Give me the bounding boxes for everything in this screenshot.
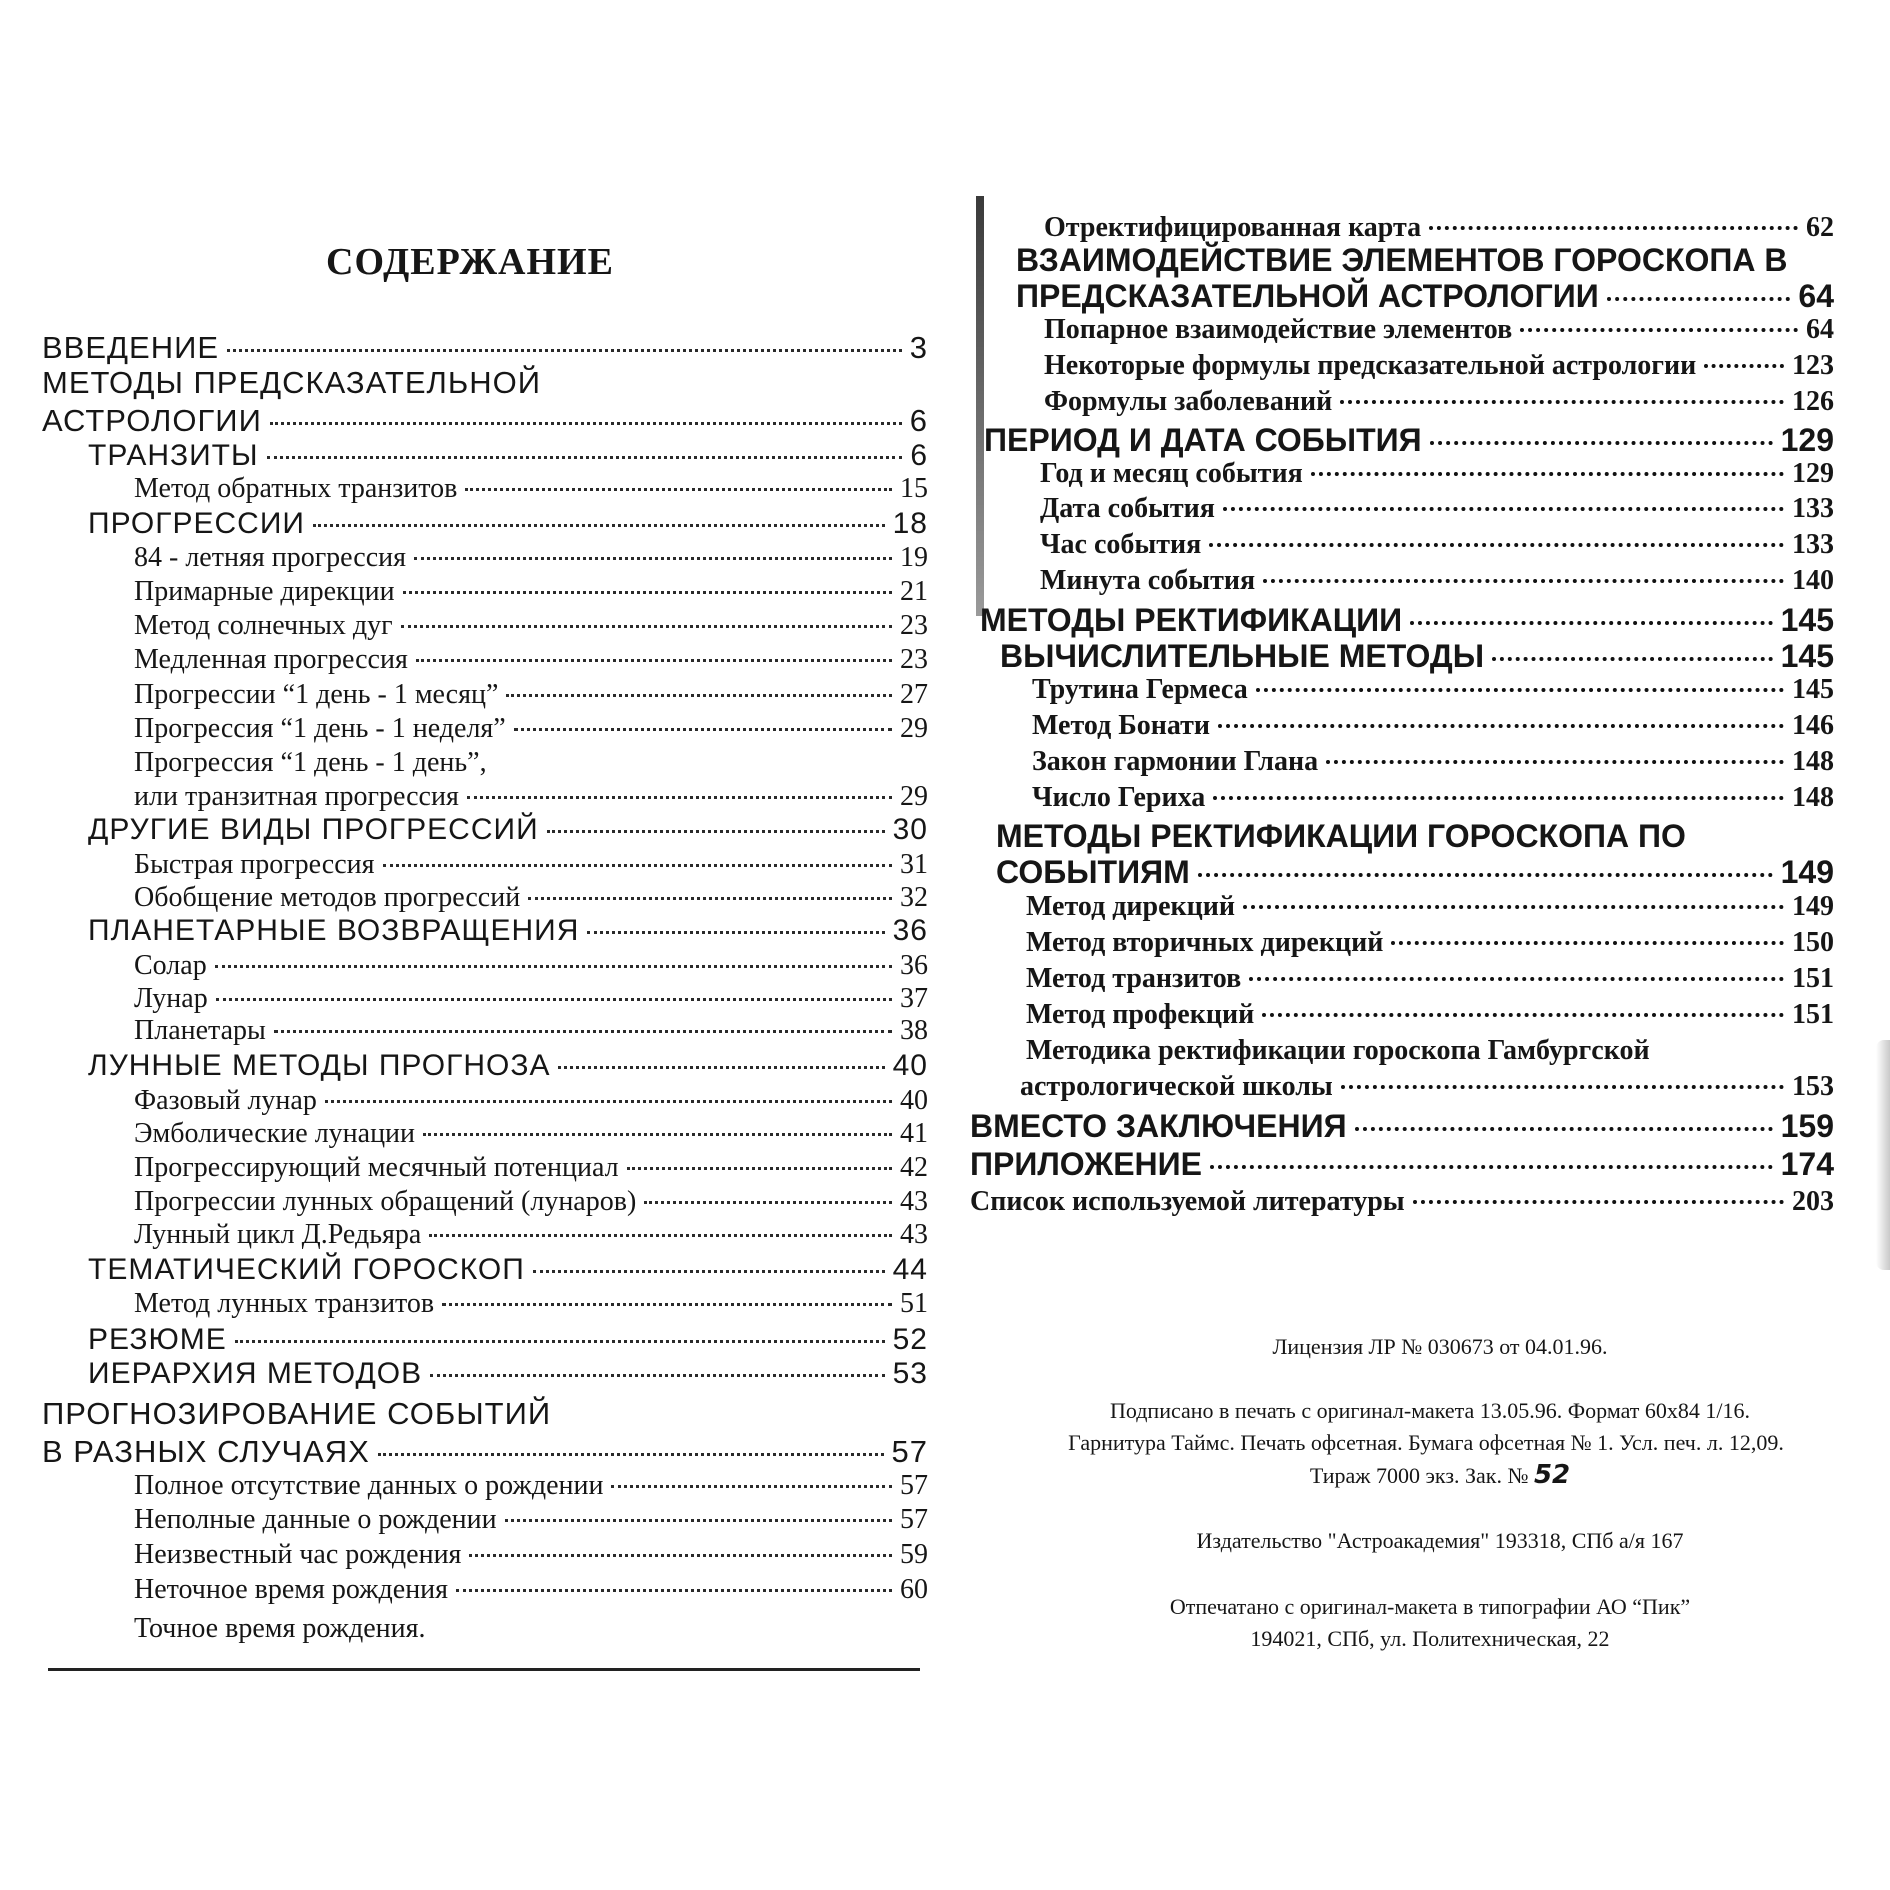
toc-leader-dots	[1223, 507, 1784, 511]
toc-leader-dots	[1704, 364, 1784, 368]
toc-entry-title: ПЛАНЕТАРНЫЕ ВОЗВРАЩЕНИЯ	[88, 914, 580, 947]
toc-leader-dots	[442, 1303, 892, 1306]
left-toc-entry	[42, 332, 928, 363]
toc-entry-title: Прогрессия “1 день - 1 день”,	[134, 747, 487, 778]
toc-entry-title: ПЕРИОД И ДАТА СОБЫТИЯ	[984, 422, 1422, 458]
toc-leader-dots	[1492, 657, 1773, 661]
toc-page-number: 174	[1780, 1146, 1834, 1182]
toc-page-number: 51	[900, 1288, 928, 1319]
right-toc-entry	[1020, 1073, 1834, 1101]
toc-leader-dots	[378, 1453, 884, 1456]
toc-page-number: 23	[900, 610, 928, 641]
left-toc-entry	[134, 1290, 928, 1318]
toc-page-number: 133	[1792, 529, 1834, 560]
toc-entry-title: Трутина Гермеса	[1032, 674, 1248, 705]
left-toc-entry	[134, 1120, 928, 1148]
toc-page-number: 30	[892, 813, 928, 846]
toc-leader-dots	[465, 488, 892, 491]
left-toc-entry	[134, 612, 928, 640]
toc-entry-title: Метод солнечных дуг	[134, 610, 393, 641]
right-toc-entry	[970, 1110, 1834, 1142]
left-toc-entry	[88, 1359, 928, 1389]
toc-leader-dots	[547, 830, 885, 833]
left-toc-entry	[88, 509, 928, 539]
toc-entry-title: В РАЗНЫХ СЛУЧАЯХ	[42, 1434, 370, 1469]
toc-leader-dots	[227, 349, 902, 352]
right-toc-entry	[1040, 460, 1834, 488]
toc-entry-title: ПРЕДСКАЗАТЕЛЬНОЙ АСТРОЛОГИИ	[1016, 278, 1599, 314]
toc-entry-title: Точное время рождения.	[134, 1613, 426, 1644]
imprint-run-text: Тираж 7000 экз. Зак. №	[1309, 1463, 1529, 1488]
toc-entry-title: МЕТОДЫ РЕКТИФИКАЦИИ	[980, 602, 1403, 638]
toc-leader-dots	[528, 897, 892, 900]
toc-page-number: 145	[1780, 602, 1834, 638]
toc-entry-title: МЕТОДЫ РЕКТИФИКАЦИИ ГОРОСКОПА ПО	[996, 818, 1686, 854]
toc-page-number: 52	[892, 1323, 928, 1356]
toc-page-number: 41	[900, 1118, 928, 1149]
order-number: 52	[1533, 1460, 1571, 1490]
toc-page-number: 36	[900, 950, 928, 981]
toc-page-number: 64	[1806, 314, 1834, 345]
left-toc-entry	[134, 715, 928, 743]
toc-page-number: 32	[900, 882, 928, 913]
toc-page-number: 57	[891, 1434, 928, 1469]
imprint-run	[1140, 1460, 1740, 1490]
toc-leader-dots	[1243, 905, 1784, 909]
toc-page-number: 151	[1792, 963, 1834, 994]
right-toc-entry	[1044, 388, 1834, 416]
toc-leader-dots	[1249, 977, 1784, 981]
left-toc-entry	[134, 1541, 928, 1569]
toc-entry-title: Обобщение методов прогрессий	[134, 882, 521, 913]
left-toc-entry	[88, 916, 928, 946]
toc-page-number: 149	[1792, 891, 1834, 922]
toc-leader-dots	[270, 422, 902, 425]
right-toc-entry	[1032, 712, 1834, 740]
toc-entry-title: Прогрессии “1 день - 1 месяц”	[134, 679, 499, 710]
left-toc-entry	[134, 475, 928, 503]
toc-leader-dots	[274, 1030, 892, 1033]
toc-entry-title: ВЗАИМОДЕЙСТВИЕ ЭЛЕМЕНТОВ ГОРОСКОПА В	[1016, 242, 1788, 278]
toc-entry-title: Число Гериха	[1032, 782, 1206, 813]
right-toc-entry	[1044, 214, 1834, 242]
toc-entry-title: или транзитная прогрессия	[134, 781, 459, 812]
left-toc-entry	[134, 1087, 928, 1115]
edge-smudge	[1876, 1040, 1890, 1270]
toc-leader-dots	[1209, 543, 1784, 547]
right-toc-entry	[1040, 531, 1834, 559]
toc-leader-dots	[325, 1100, 892, 1103]
toc-entry-title: Отректифицированная карта	[1044, 212, 1422, 243]
toc-page-number: 3	[909, 330, 928, 365]
bottom-rule	[48, 1668, 920, 1671]
toc-entry-title: Методика ректификации гороскопа Гамбургской	[1026, 1035, 1650, 1066]
toc-entry-title: 84 - летняя прогрессия	[134, 542, 407, 573]
toc-entry-title: ВВЕДЕНИЕ	[42, 330, 220, 365]
toc-page-number: 6	[909, 403, 928, 438]
imprint-printed: Отпечатано с оригинал-макета в типографии АО “Пик”	[1169, 1594, 1691, 1619]
left-toc-entry	[88, 815, 928, 845]
right-toc-entry	[1044, 316, 1834, 344]
toc-page-number: 43	[900, 1186, 928, 1217]
right-page	[940, 0, 1890, 1890]
toc-leader-dots	[467, 796, 892, 799]
toc-page-number: 146	[1792, 710, 1834, 741]
toc-heading: СОДЕРЖАНИЕ	[326, 241, 614, 283]
toc-entry-title: ЛУННЫЕ МЕТОДЫ ПРОГНОЗА	[88, 1049, 551, 1082]
toc-leader-dots	[429, 1234, 892, 1237]
toc-page-number: 60	[900, 1574, 928, 1605]
toc-entry-title: Планетары	[134, 1015, 266, 1046]
toc-entry-title: Неполные данные о рождении	[134, 1504, 497, 1535]
toc-entry-title: Формулы заболеваний	[1044, 386, 1333, 417]
toc-leader-dots	[533, 1270, 885, 1273]
toc-entry-title: ПРИЛОЖЕНИЕ	[970, 1146, 1202, 1182]
toc-entry-title: АСТРОЛОГИИ	[42, 403, 262, 438]
toc-entry-title: Закон гармонии Глана	[1032, 746, 1319, 777]
toc-entry-title: ТРАНЗИТЫ	[88, 439, 259, 472]
toc-page-number: 133	[1792, 493, 1834, 524]
toc-leader-dots	[1262, 1013, 1784, 1017]
toc-entry-title: Примарные дирекции	[134, 576, 395, 607]
toc-page-number: 59	[900, 1539, 928, 1570]
toc-entry-title: Лунар	[134, 983, 208, 1014]
toc-page-number: 31	[900, 849, 928, 880]
imprint-publisher: Издательство "Астроакадемия" 193318, СПб а/я 167	[1196, 1528, 1684, 1553]
toc-page-number: 40	[892, 1049, 928, 1082]
right-toc-entry	[1032, 676, 1834, 704]
left-toc-entry	[42, 367, 541, 398]
toc-page-number: 42	[900, 1152, 928, 1183]
toc-leader-dots	[1520, 328, 1798, 332]
right-toc-entry	[970, 1148, 1834, 1180]
left-toc-entry	[88, 1051, 928, 1081]
toc-leader-dots	[514, 728, 892, 731]
right-toc-entry	[984, 424, 1834, 456]
right-toc-entry	[1026, 893, 1834, 921]
toc-entry-title: ВЫЧИСЛИТЕЛЬНЫЕ МЕТОДЫ	[1000, 638, 1485, 674]
toc-entry-title: Прогрессия “1 день - 1 неделя”	[134, 713, 506, 744]
left-toc-entry	[42, 405, 928, 436]
toc-leader-dots	[456, 1589, 892, 1592]
toc-entry-title: МЕТОДЫ ПРЕДСКАЗАТЕЛЬНОЙ	[42, 365, 541, 400]
left-toc-entry	[42, 1398, 551, 1429]
toc-entry-title: РЕЗЮМЕ	[88, 1323, 227, 1356]
toc-page-number: 57	[900, 1470, 928, 1501]
toc-page-number: 38	[900, 1015, 928, 1046]
toc-leader-dots	[1355, 1127, 1773, 1131]
toc-page-number: 18	[892, 507, 928, 540]
toc-page-number: 126	[1792, 386, 1834, 417]
imprint-license: Лицензия ЛР № 030673 от 04.01.96.	[1272, 1334, 1608, 1359]
toc-leader-dots	[627, 1167, 892, 1170]
toc-leader-dots	[558, 1066, 884, 1069]
toc-entry-title: Метод транзитов	[1026, 963, 1242, 994]
toc-entry-title: Лунный цикл Д.Редьяра	[134, 1219, 422, 1250]
toc-page-number: 19	[900, 542, 928, 573]
toc-leader-dots	[587, 931, 884, 934]
toc-entry-title: СОБЫТИЯМ	[996, 854, 1190, 890]
toc-page-number: 29	[900, 781, 928, 812]
toc-page-number: 29	[900, 713, 928, 744]
toc-page-number: 148	[1792, 746, 1834, 777]
left-toc-entry	[134, 646, 928, 674]
left-toc-entry	[134, 1154, 928, 1182]
toc-page-number: 62	[1806, 212, 1834, 243]
toc-page-number: 203	[1792, 1186, 1834, 1217]
left-toc-entry	[134, 578, 928, 606]
toc-leader-dots	[1198, 873, 1773, 877]
toc-page-number: 140	[1792, 565, 1834, 596]
toc-leader-dots	[1213, 796, 1784, 800]
left-toc-entry	[134, 1576, 928, 1604]
toc-page-number: 145	[1780, 638, 1834, 674]
toc-leader-dots	[267, 456, 903, 459]
left-toc-entry	[134, 681, 928, 709]
toc-entry-title: Метод вторичных дирекций	[1026, 927, 1384, 958]
toc-page-number: 23	[900, 644, 928, 675]
toc-leader-dots	[216, 998, 892, 1001]
toc-page-number: 159	[1780, 1108, 1834, 1144]
toc-leader-dots	[1413, 1200, 1784, 1204]
toc-entry-title: Неточное время рождения	[134, 1574, 449, 1605]
left-toc-entry	[134, 749, 487, 777]
toc-entry-title: ВМЕСТО ЗАКЛЮЧЕНИЯ	[970, 1108, 1347, 1144]
toc-page-number: 149	[1780, 854, 1834, 890]
toc-entry-title: Некоторые формулы предсказательной астрологии	[1044, 350, 1697, 381]
toc-entry-title: Фазовый лунар	[134, 1085, 317, 1116]
left-toc-entry	[134, 1615, 426, 1643]
left-toc-entry	[134, 952, 928, 980]
left-toc-entry	[42, 1436, 928, 1467]
toc-entry-title: ПРОГНОЗИРОВАНИЕ СОБЫТИЙ	[42, 1396, 552, 1431]
toc-entry-title: Метод лунных транзитов	[134, 1288, 435, 1319]
toc-page-number: 145	[1792, 674, 1834, 705]
right-toc-entry	[996, 856, 1834, 888]
toc-leader-dots	[644, 1201, 892, 1204]
toc-entry-title: ИЕРАРХИЯ МЕТОДОВ	[88, 1357, 423, 1390]
toc-leader-dots	[505, 1519, 892, 1522]
toc-page-number: 40	[900, 1085, 928, 1116]
toc-leader-dots	[383, 864, 892, 867]
toc-leader-dots	[401, 625, 892, 628]
toc-entry-title: Полное отсутствие данных о рождении	[134, 1470, 604, 1501]
toc-leader-dots	[1607, 297, 1791, 301]
toc-leader-dots	[1256, 688, 1784, 692]
toc-entry-title: Список используемой литературы	[970, 1186, 1405, 1217]
right-toc-entry	[980, 604, 1834, 636]
toc-leader-dots	[611, 1485, 892, 1488]
left-toc-entry	[134, 544, 928, 572]
toc-page-number: 64	[1798, 278, 1834, 314]
toc-leader-dots	[1263, 579, 1784, 583]
toc-entry-title: Минута события	[1040, 565, 1256, 596]
left-toc-entry	[134, 884, 928, 912]
toc-leader-dots	[414, 557, 892, 560]
right-toc-entry	[1040, 567, 1834, 595]
imprint-typeface: Гарнитура Таймс. Печать офсетная. Бумага офсетная № 1. Усл. печ. л. 12,09.	[1068, 1430, 1784, 1455]
left-toc-entry	[134, 985, 928, 1013]
toc-entry-title: Прогрессии лунных обращений (лунаров)	[134, 1186, 637, 1217]
toc-entry-title: Быстрая прогрессия	[134, 849, 375, 880]
left-toc-entry	[134, 1506, 928, 1534]
right-toc-entry	[1016, 280, 1834, 312]
right-toc-entry	[1026, 965, 1834, 993]
toc-page-number: 27	[900, 679, 928, 710]
left-toc-entry	[88, 1325, 928, 1355]
toc-leader-dots	[506, 694, 892, 697]
toc-page-number: 148	[1792, 782, 1834, 813]
toc-entry-title: Метод обратных транзитов	[134, 473, 458, 504]
toc-leader-dots	[423, 1133, 892, 1136]
toc-page-number: 44	[892, 1253, 928, 1286]
right-toc-entry	[1026, 1001, 1834, 1029]
toc-leader-dots	[1430, 441, 1773, 445]
toc-leader-dots	[469, 1554, 892, 1557]
right-toc-entry	[1032, 784, 1834, 812]
toc-page-number: 151	[1792, 999, 1834, 1030]
right-toc-entry	[1016, 244, 1787, 276]
toc-page-number: 36	[892, 914, 928, 947]
right-toc-entry	[970, 1188, 1834, 1216]
right-toc-entry	[996, 820, 1686, 852]
imprint-signed: Подписано в печать с оригинал-макета 13.05.96. Формат 60х84 1/16.	[1109, 1398, 1751, 1423]
toc-leader-dots	[1218, 724, 1784, 728]
toc-leader-dots	[1311, 472, 1784, 476]
toc-page-number: 150	[1792, 927, 1834, 958]
imprint-address: 194021, СПб, ул. Политехническая, 22	[1250, 1626, 1610, 1651]
toc-page-number: 57	[900, 1504, 928, 1535]
toc-entry-title: ТЕМАТИЧЕСКИЙ ГОРОСКОП	[88, 1253, 525, 1286]
toc-page-number: 43	[900, 1219, 928, 1250]
toc-leader-dots	[1326, 760, 1784, 764]
left-toc-entry	[134, 1221, 928, 1249]
toc-page-number: 15	[900, 473, 928, 504]
toc-entry-title: Неизвестный час рождения	[134, 1539, 462, 1570]
toc-entry-title: Метод дирекций	[1026, 891, 1236, 922]
left-toc-entry	[88, 441, 928, 471]
toc-entry-title: Солар	[134, 950, 207, 981]
toc-page-number: 129	[1780, 422, 1834, 458]
toc-leader-dots	[1429, 226, 1798, 230]
right-toc-entry	[1026, 929, 1834, 957]
toc-page-number: 129	[1792, 458, 1834, 489]
toc-page-number: 53	[892, 1357, 928, 1390]
toc-entry-title: астрологической школы	[1020, 1071, 1333, 1102]
left-page	[0, 0, 940, 1890]
toc-page-number: 153	[1792, 1071, 1834, 1102]
toc-entry-title: Эмболические лунации	[134, 1118, 416, 1149]
right-toc-entry	[1026, 1037, 1650, 1065]
toc-leader-dots	[215, 965, 892, 968]
toc-entry-title: Попарное взаимодействие элементов	[1044, 314, 1513, 345]
toc-entry-title: ДРУГИЕ ВИДЫ ПРОГРЕССИЙ	[88, 813, 539, 846]
toc-entry-title: ПРОГРЕССИИ	[88, 507, 305, 540]
toc-entry-title: Метод Бонати	[1032, 710, 1211, 741]
toc-page-number: 6	[910, 439, 928, 472]
toc-leader-dots	[313, 524, 885, 527]
toc-leader-dots	[1341, 1085, 1784, 1089]
toc-entry-title: Метод профекций	[1026, 999, 1255, 1030]
toc-entry-title: Прогрессирующий месячный потенциал	[134, 1152, 619, 1183]
toc-leader-dots	[1210, 1165, 1773, 1169]
left-toc-entry	[134, 783, 928, 811]
toc-page-number: 123	[1792, 350, 1834, 381]
left-toc-entry	[134, 851, 928, 879]
toc-entry-title: Год и месяц события	[1040, 458, 1303, 489]
toc-leader-dots	[1391, 941, 1784, 945]
binding-edge	[976, 196, 984, 616]
toc-page-number: 21	[900, 576, 928, 607]
toc-entry-title: Дата события	[1040, 493, 1215, 524]
toc-leader-dots	[235, 1340, 885, 1343]
right-toc-entry	[1040, 495, 1834, 523]
toc-leader-dots	[430, 1374, 884, 1377]
left-toc-entry	[134, 1472, 928, 1500]
toc-page-number: 37	[900, 983, 928, 1014]
toc-entry-title: Медленная прогрессия	[134, 644, 408, 675]
toc-leader-dots	[403, 591, 892, 594]
left-toc-entry	[134, 1017, 928, 1045]
toc-entry-title: Час события	[1040, 529, 1202, 560]
toc-leader-dots	[1340, 400, 1784, 404]
left-toc-entry	[88, 1255, 928, 1285]
right-toc-entry	[1044, 352, 1834, 380]
toc-leader-dots	[416, 659, 892, 662]
right-toc-entry	[1000, 640, 1834, 672]
left-toc-entry	[134, 1188, 928, 1216]
right-toc-entry	[1032, 748, 1834, 776]
toc-leader-dots	[1410, 621, 1772, 625]
